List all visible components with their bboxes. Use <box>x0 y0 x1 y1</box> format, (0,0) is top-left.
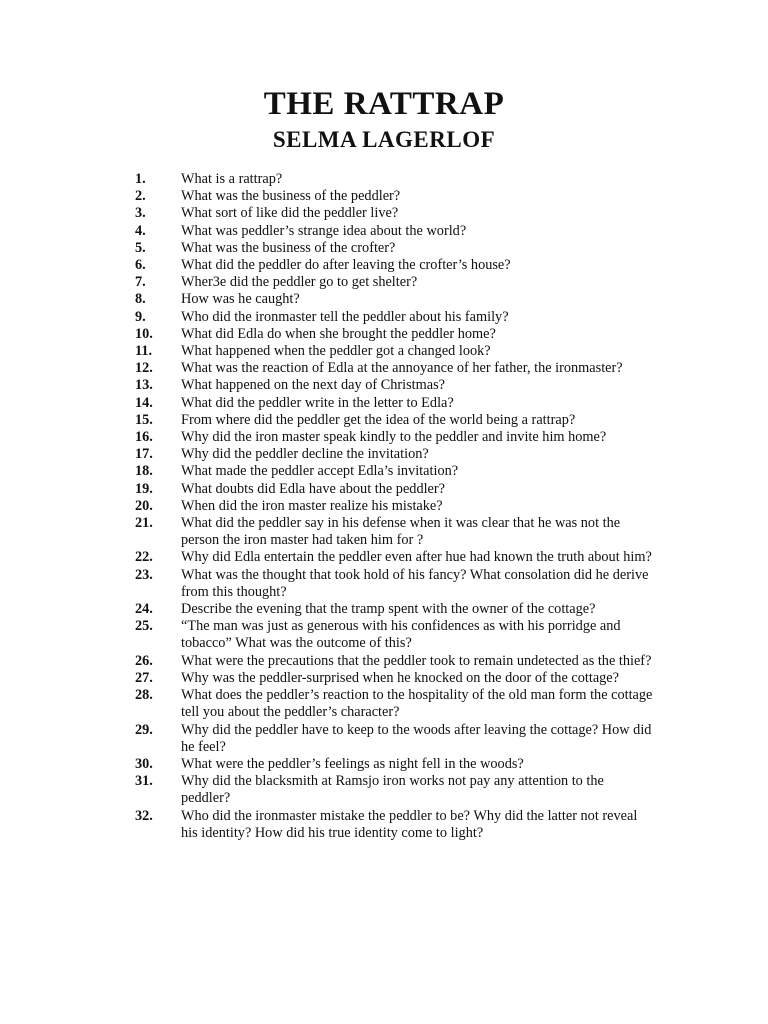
question-text: What sort of like did the peddler live? <box>181 205 399 222</box>
question-text: Why did Edla entertain the peddler even after hue had known the truth about him? <box>181 549 652 566</box>
question-text: What was peddler’s strange idea about the world? <box>181 222 467 239</box>
question-text: Why did the peddler decline the invitation? <box>181 446 429 463</box>
question-item <box>135 670 655 687</box>
question-number: 11. <box>135 343 153 360</box>
question-item <box>135 291 655 308</box>
question-item <box>135 309 655 326</box>
question-text: What did the peddler do after leaving the crofter’s house? <box>181 257 511 274</box>
question-item <box>135 618 655 652</box>
question-number: 13. <box>135 377 153 394</box>
question-text: What was the reaction of Edla at the annoyance of her father, the ironmaster? <box>181 360 623 377</box>
question-text: When did the iron master realize his mistake? <box>181 497 443 514</box>
question-item <box>135 549 655 566</box>
question-number: 28. <box>135 687 153 704</box>
question-number: 2. <box>135 188 146 205</box>
question-text: “The man was just as generous with his confidences as with his porridge and tobacco” What was the outcome of this? <box>181 618 621 652</box>
question-number: 1. <box>135 171 146 187</box>
question-list <box>135 171 655 842</box>
question-number: 17. <box>135 446 153 463</box>
question-number: 5. <box>135 239 146 256</box>
question-text: How was he caught? <box>181 291 300 308</box>
question-text: What happened on the next day of Christmas? <box>181 377 446 394</box>
question-item <box>135 205 655 222</box>
question-item <box>135 412 655 429</box>
question-text: What made the peddler accept Edla’s invitation? <box>181 463 459 480</box>
question-item <box>135 223 655 240</box>
question-text: What were the peddler’s feelings as night fell in the woods? <box>181 755 524 772</box>
document-author: SELMA LAGERLOF <box>272 127 496 152</box>
question-number: 21. <box>135 515 153 532</box>
question-number: 23. <box>135 566 153 583</box>
question-number: 3. <box>135 205 146 222</box>
question-text: What was the business of the peddler? <box>181 188 401 205</box>
question-item <box>135 446 655 463</box>
question-number: 14. <box>135 394 153 411</box>
question-number: 30. <box>135 755 153 772</box>
question-number: 9. <box>135 308 146 325</box>
question-number: 6. <box>135 257 146 274</box>
question-item <box>135 326 655 343</box>
question-text: From where did the peddler get the idea of the world being a rattrap? <box>181 411 576 428</box>
question-text: Describe the evening that the tramp spent with the owner of the cottage? <box>181 601 596 618</box>
question-number: 32. <box>135 807 153 824</box>
question-item <box>135 653 655 670</box>
question-number: 7. <box>135 274 146 291</box>
question-number: 8. <box>135 291 146 308</box>
question-item <box>135 188 655 205</box>
question-number: 12. <box>135 360 153 377</box>
question-text: What was the thought that took hold of his fancy? What consolation did he derive from this thought? <box>181 566 649 600</box>
question-item <box>135 601 655 618</box>
question-text: What was the business of the crofter? <box>181 239 396 256</box>
question-item <box>135 429 655 446</box>
question-text: Why did the blacksmith at Ramsjo iron works not pay any attention to the peddler? <box>181 773 604 807</box>
question-item <box>135 463 655 480</box>
question-item <box>135 274 655 291</box>
question-number: 15. <box>135 411 153 428</box>
question-text: What did Edla do when she brought the peddler home? <box>181 325 496 342</box>
question-number: 19. <box>135 480 153 497</box>
question-text: Who did the ironmaster mistake the peddler to be? Why did the latter not reveal his identity? How did his true identity come to light? <box>181 807 638 841</box>
question-number: 25. <box>135 618 153 635</box>
question-number: 27. <box>135 669 153 686</box>
question-number: 31. <box>135 773 153 790</box>
question-item <box>135 808 655 842</box>
question-item <box>135 481 655 498</box>
question-number: 20. <box>135 497 153 514</box>
question-text: What does the peddler’s reaction to the hospitality of the old man form the cottage tell you about the peddler’s character? <box>181 687 653 721</box>
question-item <box>135 567 655 601</box>
question-number: 16. <box>135 429 153 446</box>
question-item <box>135 498 655 515</box>
question-item <box>135 515 655 549</box>
question-item <box>135 722 655 756</box>
question-number: 24. <box>135 601 153 618</box>
question-item <box>135 360 655 377</box>
document-title: THE RATTRAP <box>263 86 505 122</box>
question-item <box>135 756 655 773</box>
question-text: Why was the peddler-surprised when he knocked on the door of the cottage? <box>181 669 620 686</box>
question-text: What did the peddler say in his defense when it was clear that he was not the person the iron master had taken him for ? <box>181 515 621 549</box>
question-text: Why did the peddler have to keep to the woods after leaving the cottage? How did he feel? <box>181 721 652 755</box>
question-number: 26. <box>135 652 153 669</box>
question-number: 18. <box>135 463 153 480</box>
question-item <box>135 240 655 257</box>
question-text: What happened when the peddler got a changed look? <box>181 343 491 360</box>
question-item <box>135 171 655 188</box>
question-text: Wher3e did the peddler go to get shelter? <box>181 274 418 291</box>
question-text: What is a rattrap? <box>181 171 283 187</box>
question-item <box>135 687 655 721</box>
question-item <box>135 257 655 274</box>
question-text: What were the precautions that the peddler took to remain undetected as the thief? <box>181 652 652 669</box>
question-text: What doubts did Edla have about the peddler? <box>181 480 446 497</box>
question-item <box>135 773 655 807</box>
question-text: What did the peddler write in the letter to Edla? <box>181 394 454 411</box>
question-number: 22. <box>135 549 153 566</box>
question-text: Why did the iron master speak kindly to the peddler and invite him home? <box>181 429 607 446</box>
question-number: 4. <box>135 222 146 239</box>
question-item <box>135 343 655 360</box>
question-text: Who did the ironmaster tell the peddler about his family? <box>181 308 509 325</box>
question-number: 29. <box>135 721 153 738</box>
question-item <box>135 395 655 412</box>
question-number: 10. <box>135 325 153 342</box>
question-item <box>135 377 655 394</box>
